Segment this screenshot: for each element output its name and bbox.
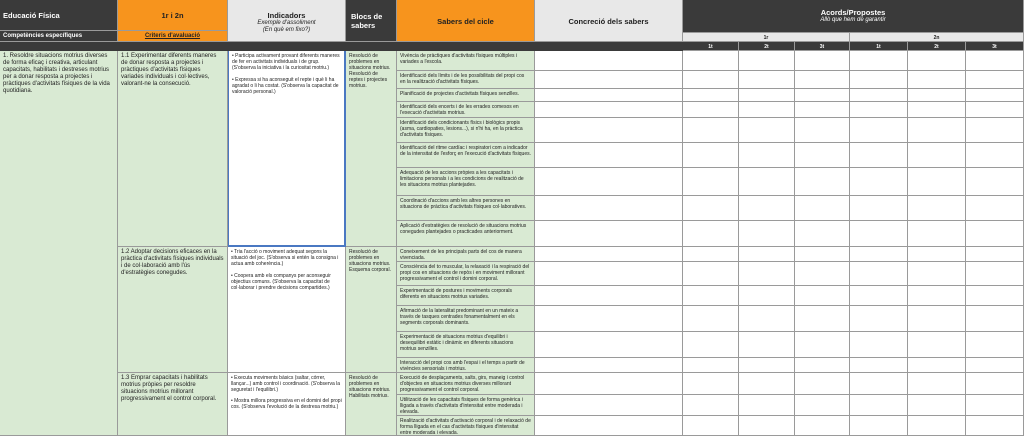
concrecio-cell[interactable] — [535, 286, 683, 306]
term-input-cell[interactable] — [850, 373, 908, 395]
term-input-cell[interactable] — [908, 262, 966, 286]
criterion-text: 1.2 Adoptar decisions eficaces en la pràctica d'activitats físiques individuals i de col·laboració amb l'ús d'estratègies conegudes. — [121, 249, 224, 276]
term-input-cell[interactable] — [739, 262, 795, 286]
saber-cell[interactable] — [397, 416, 535, 436]
term-input-cell[interactable] — [908, 89, 966, 102]
term-input-cell[interactable] — [908, 71, 966, 89]
term-cell-3[interactable] — [795, 42, 850, 51]
term-input-cell[interactable] — [739, 102, 795, 118]
saber-text: Identificació dels condicionants físics i biològics propis (asma, cardiopaties, lesions...), si n'hi ha, en la pràctica d'activitats físiques. — [400, 120, 523, 138]
term-input-cell[interactable] — [908, 51, 966, 71]
indicator-text: • Mostra millora progressiva en el domini del propi cos. (S'observa l'evolució de la destresa motriu.) — [231, 398, 342, 410]
competencies-header-cell[interactable] — [0, 31, 118, 42]
term-input-cell[interactable] — [908, 416, 966, 436]
blocks-header-cell[interactable] — [346, 0, 397, 42]
concrecio-cell[interactable] — [535, 89, 683, 102]
concrecio-cell[interactable] — [535, 168, 683, 196]
indicators-cell-2[interactable] — [228, 247, 346, 373]
term-input-cell[interactable] — [850, 358, 908, 373]
term-input-cell[interactable] — [739, 286, 795, 306]
term-input-cell[interactable] — [908, 247, 966, 262]
term-input-cell[interactable] — [850, 395, 908, 416]
term-cell-4[interactable] — [850, 42, 908, 51]
term-input-cell[interactable] — [908, 332, 966, 358]
term-input-cell[interactable] — [683, 196, 739, 221]
term-input-cell[interactable] — [850, 71, 908, 89]
saber-cell[interactable] — [397, 373, 535, 395]
concrecio-cell[interactable] — [535, 306, 683, 332]
term-input-cell[interactable] — [850, 102, 908, 118]
saber-cell[interactable] — [397, 247, 535, 262]
term-input-cell[interactable] — [966, 196, 1024, 221]
concrecio-cell[interactable] — [535, 118, 683, 143]
term-input-cell[interactable] — [739, 168, 795, 196]
term-input-cell[interactable] — [795, 395, 850, 416]
saber-text: Identificació del ritme cardíac i respiratori com a indicador de la intensitat de l'esforç en l'execució d'activitats físiques. — [400, 145, 531, 157]
term-input-cell[interactable] — [908, 168, 966, 196]
term-input-cell[interactable] — [908, 358, 966, 373]
saber-text: Identificació dels encerts i de les errades comesos en l'execució d'activitats motrius. — [400, 104, 519, 116]
term-input-cell[interactable] — [966, 262, 1024, 286]
saber-text: Aplicació d'estratègies de resolució de situacions motrius conegudes plantejades o practicades anteriorment. — [400, 223, 527, 235]
term-input-cell[interactable] — [739, 71, 795, 89]
term-input-cell[interactable] — [908, 373, 966, 395]
saber-text: Coordinació d'accions amb les altres persones en situacions de pràctica d'activitats físiques col·laboratives. — [400, 198, 527, 210]
term-label: 2t — [764, 44, 769, 50]
term-input-cell[interactable] — [739, 416, 795, 436]
concrecio-cell[interactable] — [535, 395, 683, 416]
term-input-cell[interactable] — [966, 102, 1024, 118]
term-input-cell[interactable] — [683, 247, 739, 262]
term-input-cell[interactable] — [795, 89, 850, 102]
acords-subtitle: Allò que hem de garantir — [820, 17, 886, 23]
saber-cell[interactable] — [397, 332, 535, 358]
term-input-cell[interactable] — [795, 416, 850, 436]
term-input-cell[interactable] — [795, 196, 850, 221]
saber-cell[interactable] — [397, 306, 535, 332]
course-label: 1r i 2n — [161, 11, 184, 20]
saber-cell[interactable] — [397, 395, 535, 416]
criterion-cell-2[interactable] — [118, 247, 228, 373]
competencies-label: Competències específiques — [3, 33, 83, 39]
saber-cell[interactable] — [397, 71, 535, 89]
saber-cell[interactable] — [397, 118, 535, 143]
term-label: 1t — [876, 44, 881, 50]
concrecio-cell[interactable] — [535, 102, 683, 118]
term-input-cell[interactable] — [908, 306, 966, 332]
term-input-cell[interactable] — [683, 221, 739, 247]
term-input-cell[interactable] — [966, 332, 1024, 358]
criterion-cell-3[interactable] — [118, 373, 228, 436]
term-input-cell[interactable] — [683, 262, 739, 286]
saber-cell[interactable] — [397, 89, 535, 102]
saber-text: Consciència del to muscular, la relaxació i la respiració del propi cos en situacions de repòs i en moviment millorant progressivament el control i domini corporal. — [400, 264, 530, 282]
saber-cell[interactable] — [397, 262, 535, 286]
term-input-cell[interactable] — [850, 332, 908, 358]
blocks-cell-2[interactable] — [346, 247, 397, 373]
concrecio-cell[interactable] — [535, 332, 683, 358]
term-input-cell[interactable] — [683, 358, 739, 373]
saber-cell[interactable] — [397, 286, 535, 306]
indicator-text: • Participa activament provant diferents maneres de fer en activitats individuals i de grup. (S'observa la iniciativa i la curiositat motriu.) — [232, 53, 340, 71]
term-input-cell[interactable] — [966, 168, 1024, 196]
term-input-cell[interactable] — [850, 168, 908, 196]
concrecio-cell[interactable] — [535, 51, 683, 71]
term-input-cell[interactable] — [795, 306, 850, 332]
term-input-cell[interactable] — [739, 118, 795, 143]
indicator-text: • Coopera amb els companys per aconseguir objectius comuns. (S'observa la capacitat de col·laborar i prendre decisions compartides.) — [231, 273, 331, 291]
saber-cell[interactable] — [397, 196, 535, 221]
indicator-text: • Tria l'acció o moviment adequat segons la situació del joc. (S'observa si entén la consigna i actua amb coherència.) — [231, 249, 339, 267]
competency-cell[interactable] — [0, 51, 118, 436]
term-cell-6[interactable] — [966, 42, 1024, 51]
term-input-cell[interactable] — [966, 416, 1024, 436]
course-cell[interactable] — [118, 0, 228, 31]
saber-cell[interactable] — [397, 168, 535, 196]
term-input-cell[interactable] — [850, 286, 908, 306]
term-input-cell[interactable] — [683, 118, 739, 143]
term-input-cell[interactable] — [683, 416, 739, 436]
blocks-text: Resolució de problemes en situacions motrius. Esquema corporal. — [349, 249, 391, 273]
term-input-cell[interactable] — [683, 71, 739, 89]
term-input-cell[interactable] — [850, 196, 908, 221]
saber-cell[interactable] — [397, 51, 535, 71]
term-input-cell[interactable] — [739, 247, 795, 262]
blocks-cell-1[interactable] — [346, 51, 397, 247]
term-input-cell[interactable] — [966, 71, 1024, 89]
term-input-cell[interactable] — [739, 143, 795, 168]
term-input-cell[interactable] — [908, 395, 966, 416]
saber-text: Experimentació de postures i moviments corporals diferents en situacions motrius variades. — [400, 288, 512, 300]
indicators-title: Indicadors — [267, 11, 306, 20]
subject-title: Educació Física — [3, 11, 60, 20]
term-input-cell[interactable] — [850, 51, 908, 71]
saber-cell[interactable] — [397, 143, 535, 168]
term-cell-1[interactable] — [683, 42, 739, 51]
term-input-cell[interactable] — [739, 358, 795, 373]
competency-text: 1. Resoldre situacions motrius diverses de forma eficaç i creativa, articulant capacitats, habilitats i destreses motrius per a donar resposta a projectes i pràctiques d'activitats físiques de la vida quotidiana. — [3, 53, 110, 94]
saber-cell[interactable] — [397, 221, 535, 247]
acords-title: Acords/Propostes — [820, 8, 886, 17]
sabers-cicle-title: Sabers del cicle — [437, 17, 494, 26]
concrecio-cell[interactable] — [535, 143, 683, 168]
term-label: 3t — [819, 44, 825, 50]
term-input-cell[interactable] — [683, 143, 739, 168]
term-input-cell[interactable] — [966, 395, 1024, 416]
term-input-cell[interactable] — [966, 286, 1024, 306]
concrecio-cell[interactable] — [535, 262, 683, 286]
subject-title-cell[interactable] — [0, 0, 118, 31]
term-input-cell[interactable] — [739, 89, 795, 102]
term-input-cell[interactable] — [908, 286, 966, 306]
term-input-cell[interactable] — [795, 286, 850, 306]
concrecio-header-cell[interactable] — [535, 0, 683, 42]
criterion-cell-1[interactable] — [118, 51, 228, 247]
saber-cell[interactable] — [397, 102, 535, 118]
year2-header-cell[interactable] — [850, 33, 1024, 42]
term-input-cell[interactable] — [683, 286, 739, 306]
indicators-subtitle-1: Exemple d'assoliment — [257, 20, 316, 26]
term-input-cell[interactable] — [850, 306, 908, 332]
term-cell-2[interactable] — [739, 42, 795, 51]
concrecio-cell[interactable] — [535, 71, 683, 89]
year2-label: 2n — [933, 35, 940, 41]
term-input-cell[interactable] — [966, 51, 1024, 71]
concrecio-cell[interactable] — [535, 416, 683, 436]
concrecio-cell[interactable] — [535, 373, 683, 395]
term-input-cell[interactable] — [795, 71, 850, 89]
term-input-cell[interactable] — [683, 332, 739, 358]
term-input-cell[interactable] — [795, 168, 850, 196]
blocks-title: Blocs de sabers — [351, 12, 383, 30]
indicators-cell-3[interactable] — [228, 373, 346, 436]
term-input-cell[interactable] — [739, 221, 795, 247]
concrecio-cell[interactable] — [535, 358, 683, 373]
term-input-cell[interactable] — [795, 332, 850, 358]
term-input-cell[interactable] — [795, 358, 850, 373]
term-input-cell[interactable] — [966, 247, 1024, 262]
term-input-cell[interactable] — [966, 373, 1024, 395]
term-input-cell[interactable] — [795, 373, 850, 395]
term-input-cell[interactable] — [850, 221, 908, 247]
term-input-cell[interactable] — [683, 89, 739, 102]
term-input-cell[interactable] — [795, 221, 850, 247]
year1-header-cell[interactable] — [683, 33, 850, 42]
empty-grid-area — [535, 51, 1024, 436]
term-input-cell[interactable] — [966, 306, 1024, 332]
term-input-cell[interactable] — [850, 89, 908, 102]
saber-text: Vivència de pràctiques d'activitats físiques múltiples i variades a l'escola. — [400, 53, 518, 65]
term-label: 3t — [992, 44, 997, 50]
term-label: 1t — [708, 44, 713, 50]
concrecio-title: Concreció dels sabers — [568, 17, 649, 26]
saber-text: Coneixement de les principals parts del cos de manera vivenciada. — [400, 249, 522, 261]
saber-text: Experimentació de situacions motrius d'equilibri i desequilibri estàtic i dinàmic en diferents situacions motrius senzilles. — [400, 334, 514, 352]
saber-text: Utilització de les capacitats físiques de forma genèrica i lligada a través d'activitats d'intensitat entre moderada i elevada. — [400, 397, 523, 415]
criteris-header-cell[interactable] — [118, 31, 228, 42]
blocks-text: Resolució de problemes en situacions motrius. Resolució de reptes i projectes motrius. — [349, 53, 391, 89]
term-input-cell[interactable] — [850, 262, 908, 286]
saber-text: Execució de desplaçaments, salts, girs, maneig i control d'objectes en situacions motrius diverses millorant progressivament el control corporal. — [400, 375, 525, 393]
term-input-cell[interactable] — [683, 395, 739, 416]
concrecio-cell[interactable] — [535, 196, 683, 221]
acords-header-cell[interactable] — [683, 0, 1024, 33]
term-input-cell[interactable] — [795, 102, 850, 118]
term-input-cell[interactable] — [739, 395, 795, 416]
term-input-cell[interactable] — [795, 118, 850, 143]
indicators-subtitle-2: (En què em fixo?) — [262, 27, 311, 33]
concrecio-cell[interactable] — [535, 221, 683, 247]
term-input-cell[interactable] — [850, 143, 908, 168]
saber-text: Planificació de projectes d'activitats físiques senzilles. — [400, 91, 520, 97]
term-input-cell[interactable] — [908, 102, 966, 118]
term-input-cell[interactable] — [966, 358, 1024, 373]
concrecio-cell[interactable] — [535, 247, 683, 262]
saber-text: Interacció del propi cos amb l'espai i el temps a partir de vivències sensorials i motrius. — [400, 360, 525, 372]
term-input-cell[interactable] — [683, 373, 739, 395]
term-input-cell[interactable] — [739, 196, 795, 221]
term-input-cell[interactable] — [908, 118, 966, 143]
term-input-cell[interactable] — [850, 118, 908, 143]
term-input-cell[interactable] — [908, 221, 966, 247]
term-input-cell[interactable] — [739, 306, 795, 332]
saber-text: Adequació de les accions pròpies a les capacitats i limitacions personals i a les condicions de realització de les situacions motrius plantejades. — [400, 170, 524, 188]
term-input-cell[interactable] — [739, 51, 795, 71]
saber-text: Identificació dels límits i de les possibilitats del propi cos en la realització d'activitats físiques. — [400, 73, 525, 85]
indicators-cell-1[interactable] — [228, 51, 346, 247]
saber-text: Afirmació de la lateralitat predominant en un mateix a través de tasques centrades fonamentalment en els segments corporals dominants. — [400, 308, 519, 326]
saber-cell[interactable] — [397, 358, 535, 373]
term-input-cell[interactable] — [908, 143, 966, 168]
term-input-cell[interactable] — [850, 416, 908, 436]
saber-text: Realització d'activitats d'activació corporal i de relaxació de forma lligada en el cas d'activitats físiques d'intensitat entre moderada i elevada. — [400, 418, 531, 436]
term-input-cell[interactable] — [683, 51, 739, 71]
term-input-cell[interactable] — [683, 102, 739, 118]
term-input-cell[interactable] — [966, 221, 1024, 247]
criteris-label: Criteris d'avaluació — [144, 33, 201, 39]
term-input-cell[interactable] — [966, 89, 1024, 102]
term-input-cell[interactable] — [739, 373, 795, 395]
criterion-text: 1.1 Experimentar diferents maneres de donar resposta a projectes i pràctiques d'activitats físiques variades individuals i col·lectives, valorant-ne la consecució. — [121, 53, 217, 87]
criterion-text: 1.3 Emprar capacitats i habilitats motrius pròpies per resoldre situacions motrius millorant progressivament el control corporal. — [121, 375, 217, 402]
indicators-header-cell[interactable] — [228, 0, 346, 42]
term-input-cell[interactable] — [966, 143, 1024, 168]
term-input-cell[interactable] — [683, 168, 739, 196]
term-input-cell[interactable] — [795, 247, 850, 262]
term-input-cell[interactable] — [795, 143, 850, 168]
term-input-cell[interactable] — [683, 306, 739, 332]
blocks-cell-3[interactable] — [346, 373, 397, 436]
term-input-cell[interactable] — [966, 118, 1024, 143]
year1-label: 1r — [763, 35, 769, 41]
term-label: 2t — [934, 44, 939, 50]
term-input-cell[interactable] — [850, 247, 908, 262]
term-input-cell[interactable] — [795, 51, 850, 71]
indicator-text: • Expressa si ha aconseguit el repte i què li ha agradat o li ha costat. (S'observa la capacitat de valoració personal.) — [232, 77, 339, 95]
term-input-cell[interactable] — [908, 196, 966, 221]
term-cell-5[interactable] — [908, 42, 966, 51]
indicator-text: • Executa moviments bàsics (saltar, córrer, llançar...) amb control i coordinació. (S'observa la seguretat i l'equilibri.) — [231, 375, 341, 393]
term-input-cell[interactable] — [739, 332, 795, 358]
sabers-cicle-header-cell[interactable] — [397, 0, 535, 42]
term-input-cell[interactable] — [795, 262, 850, 286]
blocks-text: Resolució de problemes en situacions motrius. Habilitats motrius. — [349, 375, 391, 399]
